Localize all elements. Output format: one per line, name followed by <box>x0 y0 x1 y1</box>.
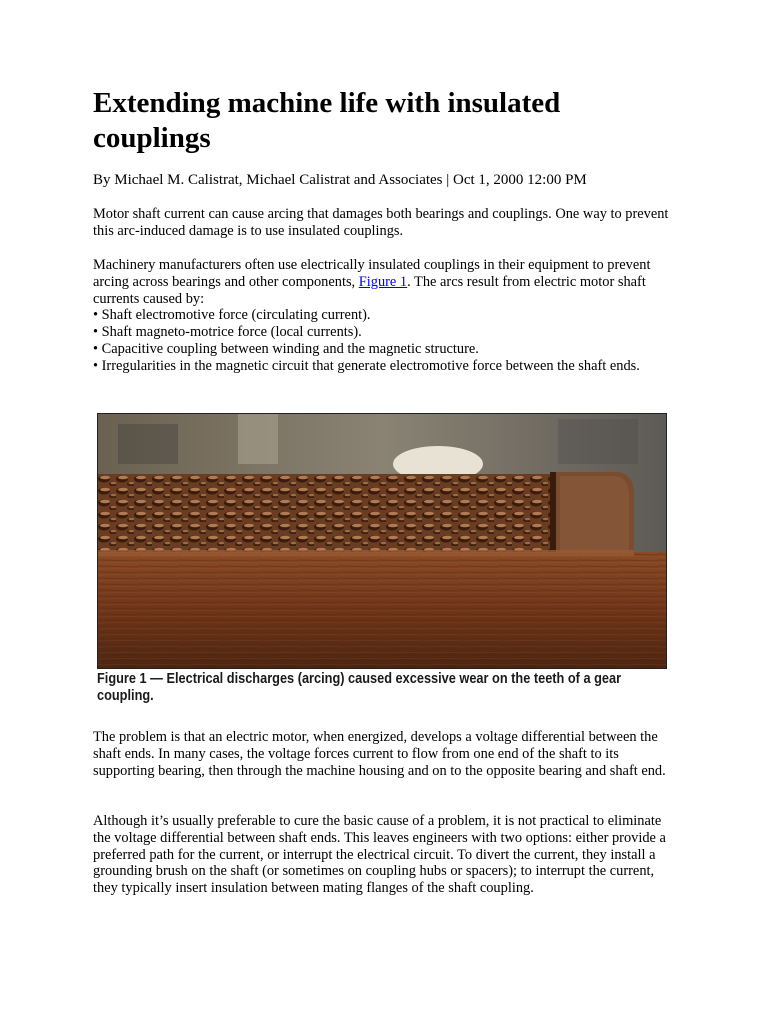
figure-1-link[interactable]: Figure 1 <box>358 273 408 290</box>
byline: By Michael M. Calistrat, Michael Calistrat and Associates | Oct 1, 2000 12:00 PM <box>93 172 587 188</box>
figure-1 <box>97 413 667 709</box>
article-title: Extending machine life with insulated couplings <box>93 87 561 154</box>
bullet-item: • Shaft electromotive force (circulating current). <box>93 307 371 324</box>
paragraph-causes <box>93 257 678 375</box>
paragraph-options: Although it’s usually preferable to cure the basic cause of a problem, it is not practical to eliminate the voltage differential between shaft ends. This leaves engineers with two options: either provide a preferred path for the current, or interrupt the electrical circuit. To divert the current, they install a grounding brush on the shaft (or sometimes on coupling hubs or spacers); to interrupt the current, they typically insert insulation between mating flanges of the shaft coupling. <box>93 813 666 897</box>
paragraph-intro: Motor shaft current can cause arcing that damages both bearings and couplings. One way to prevent this arc-induced damage is to use insulated couplings. <box>93 206 669 239</box>
bullet-item: • Irregularities in the magnetic circuit that generate electromotive force between the shaft ends. <box>93 357 640 374</box>
bullet-item: • Capacitive coupling between winding and the magnetic structure. <box>93 340 479 357</box>
gear-coupling-photo <box>97 413 667 669</box>
bullet-item: • Shaft magneto-motrice force (local currents). <box>93 324 362 341</box>
paragraph-causes-text-start: Machinery manufacturers often use electrically insulated couplings in their equipment to prevent arcing across bearings and other components, <box>93 257 651 290</box>
figure-caption: Figure 1 — Electrical discharges (arcing) caused excessive wear on the teeth of a gear coupling. <box>97 671 622 704</box>
paragraph-problem: The problem is that an electric motor, when energized, develops a voltage differential between the shaft ends. In many cases, the voltage forces current to flow from one end of the shaft to its supporting bearing, then through the machine housing and on to the opposite bearing and shaft end. <box>93 729 666 779</box>
paragraph-causes-text-end: . The arcs result from electric motor shaft currents caused by: <box>93 273 646 307</box>
